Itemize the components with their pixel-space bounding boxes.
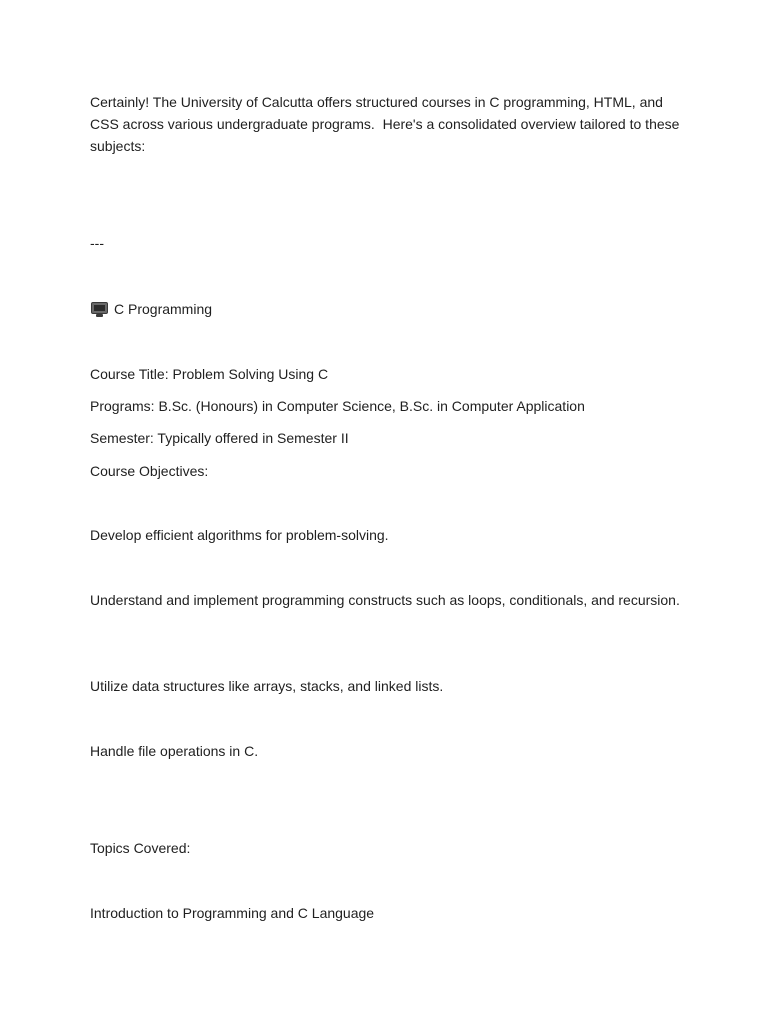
objective-item: Develop efficient algorithms for problem-solving. — [90, 527, 389, 543]
separator-line: --- — [90, 235, 104, 251]
semester-line: Semester: Typically offered in Semester II — [90, 430, 349, 446]
programs-line: Programs: B.Sc. (Honours) in Computer Science, B.Sc. in Computer Application — [90, 398, 585, 414]
topics-heading: Topics Covered: — [90, 840, 191, 856]
objectives-heading: Course Objectives: — [90, 463, 209, 479]
section-title: C Programming — [114, 301, 213, 317]
topic-item: Introduction to Programming and C Language — [90, 905, 375, 921]
objective-item: Understand and implement programming constructs such as loops, conditionals, and recursion. — [90, 592, 680, 608]
section-heading — [90, 298, 680, 320]
intro-paragraph: Certainly! The University of Calcutta offers structured courses in C programming, HTML, and CSS across various undergraduate programs. Here's a consolidated overview tailored to these subjects: — [90, 94, 684, 154]
course-title-line: Course Title: Problem Solving Using C — [90, 366, 329, 382]
objective-item: Handle file operations in C. — [90, 743, 259, 759]
desktop-computer-icon — [90, 301, 109, 317]
objective-item: Utilize data structures like arrays, stacks, and linked lists. — [90, 678, 444, 694]
